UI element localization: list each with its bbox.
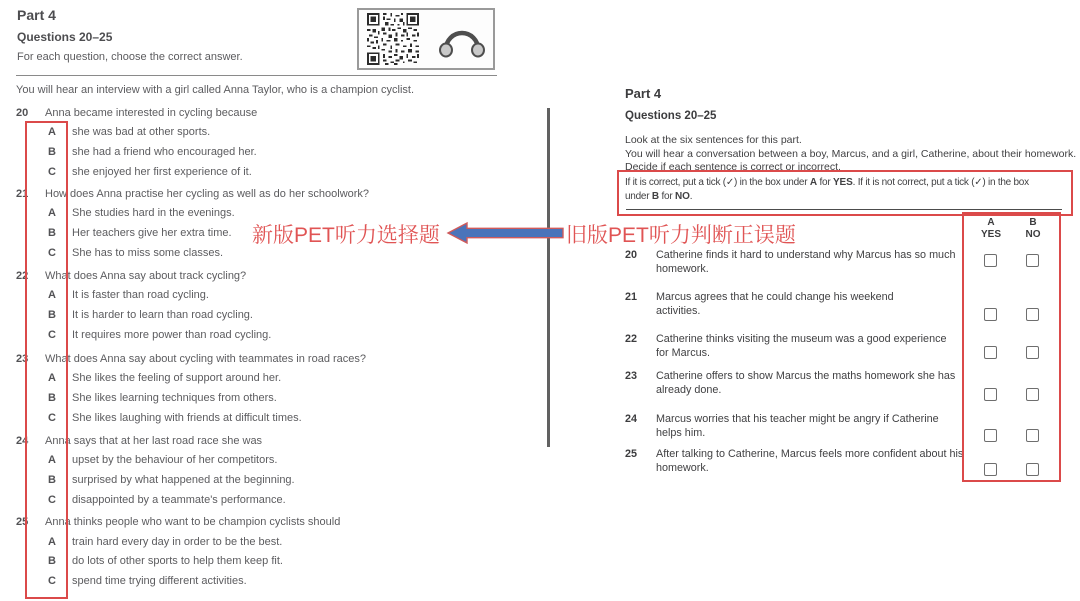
answer-row-22 <box>964 346 1059 359</box>
yes-checkbox[interactable] <box>984 254 997 267</box>
option-c: C She likes laughing with friends at difficult times. <box>48 412 302 424</box>
old-question-range: Questions 20–25 <box>625 110 717 122</box>
tf-question-24: 24 Marcus worries that his teacher might be angry if Catherine helps him. <box>625 413 939 439</box>
tf-question-25: 25 After talking to Catherine, Marcus feels more confident about his homework. <box>625 448 964 474</box>
mc-question-23 <box>0 353 548 431</box>
option-a: A She likes the feeling of support around her. <box>48 372 282 384</box>
intro-line: Decide if each sentence is correct or incorrect. <box>625 161 841 173</box>
option-b: B do lots of other sports to help them keep fit. <box>48 555 283 567</box>
option-a: A upset by the behaviour of her competitors. <box>48 454 278 466</box>
old-part-title: Part 4 <box>625 86 662 101</box>
option-a: A It is faster than road cycling. <box>48 289 209 301</box>
new-intro-text: You will hear an interview with a girl called Anna Taylor, who is a champion cyclist. <box>16 84 415 96</box>
answer-row-25 <box>964 463 1059 476</box>
question-number: 21 <box>16 188 29 200</box>
option-a: A she was bad at other sports. <box>48 126 211 138</box>
question-number: 24 <box>625 413 638 425</box>
new-part-title: Part 4 <box>17 7 56 23</box>
panel-divider-line <box>547 108 550 447</box>
no-checkbox[interactable] <box>1026 254 1039 267</box>
option-c: C spend time trying different activities. <box>48 575 247 587</box>
question-stem: Anna became interested in cycling because <box>45 107 258 119</box>
yes-checkbox[interactable] <box>984 463 997 476</box>
column-header-yes: A YES <box>980 217 1001 240</box>
option-b: B surprised by what happened at the beginning. <box>48 474 295 486</box>
answer-sheet-rule <box>626 209 1062 210</box>
option-a: A train hard every day in order to be the best. <box>48 536 283 548</box>
option-c: C It requires more power than road cycling. <box>48 329 272 341</box>
tf-question-23: 23 Catherine offers to show Marcus the maths homework she has already done. <box>625 370 956 396</box>
option-c: C she enjoyed her first experience of it. <box>48 166 252 178</box>
yes-checkbox[interactable] <box>984 388 997 401</box>
tf-question-20: 20 Catherine finds it hard to understand why Marcus has so much homework. <box>625 249 956 275</box>
new-version-label: 新版PET听力选择题 <box>252 224 440 247</box>
no-checkbox[interactable] <box>1026 308 1039 321</box>
new-instruction: For each question, choose the correct answer. <box>17 51 243 63</box>
no-checkbox[interactable] <box>1026 463 1039 476</box>
answer-row-21 <box>964 308 1059 321</box>
no-checkbox[interactable] <box>1026 388 1039 401</box>
audio-qr-box <box>357 8 495 70</box>
answer-row-23 <box>964 388 1059 401</box>
yes-checkbox[interactable] <box>984 346 997 359</box>
yes-checkbox[interactable] <box>984 308 997 321</box>
answer-letters-highlight-box <box>25 121 68 599</box>
option-c: C disappointed by a teammate's performance. <box>48 494 286 506</box>
column-header-no: B NO <box>1025 217 1041 240</box>
tf-question-22: 22 Catherine thinks visiting the museum was a good experience for Marcus. <box>625 333 947 359</box>
boxed-instruction-text: If it is correct, put a tick (✓) in the box under A for YES. If it is not correct, put a tick (✓) in the box under B for NO. <box>625 177 1029 202</box>
no-checkbox[interactable] <box>1026 429 1039 442</box>
mc-question-25 <box>0 516 548 594</box>
qr-code-icon <box>367 13 419 65</box>
option-c: C She has to miss some classes. <box>48 247 224 259</box>
question-stem: What does Anna say about track cycling? <box>45 270 247 282</box>
question-number: 25 <box>16 516 29 528</box>
tf-question-21: 21 Marcus agrees that he could change his weekend activities. <box>625 291 894 317</box>
answer-row-24 <box>964 429 1059 442</box>
question-number: 21 <box>625 291 638 303</box>
mc-question-24 <box>0 435 548 513</box>
question-stem: Anna thinks people who want to be champion cyclists should <box>45 516 341 528</box>
question-stem: Anna says that at her last road race she was <box>45 435 263 447</box>
comparison-arrow-icon <box>446 220 566 246</box>
new-question-range: Questions 20–25 <box>17 30 113 44</box>
question-number: 20 <box>625 249 638 261</box>
option-b: B She likes learning techniques from others. <box>48 392 277 404</box>
old-intro-text <box>625 134 1076 175</box>
mc-question-20 <box>0 107 548 185</box>
old-version-label: 旧版PET听力判断正误题 <box>566 224 796 247</box>
boxed-instruction-highlight <box>617 170 1073 216</box>
question-number: 25 <box>625 448 638 460</box>
intro-line: Look at the six sentences for this part. <box>625 134 802 146</box>
question-number: 22 <box>625 333 638 345</box>
option-a: A She studies hard in the evenings. <box>48 207 235 219</box>
yes-checkbox[interactable] <box>984 429 997 442</box>
question-number: 20 <box>16 107 29 119</box>
question-number: 23 <box>625 370 638 382</box>
option-b: B she had a friend who encouraged her. <box>48 146 257 158</box>
question-number: 23 <box>16 353 29 365</box>
headphones-icon <box>437 18 487 62</box>
intro-line: You will hear a conversation between a boy, Marcus, and a girl, Catherine, about their homework. <box>625 147 1077 160</box>
question-stem: How does Anna practise her cycling as well as do her schoolwork? <box>45 188 370 200</box>
answer-grid-highlight-box <box>962 212 1061 482</box>
option-b: B It is harder to learn than road cycling. <box>48 309 253 321</box>
question-number: 24 <box>16 435 29 447</box>
question-stem: What does Anna say about cycling with teammates in road races? <box>45 353 367 365</box>
header-divider-line <box>16 75 497 76</box>
no-checkbox[interactable] <box>1026 346 1039 359</box>
question-number: 22 <box>16 270 29 282</box>
answer-row-20 <box>964 254 1059 267</box>
option-b: B Her teachers give her extra time. <box>48 227 232 239</box>
mc-question-22 <box>0 270 548 348</box>
